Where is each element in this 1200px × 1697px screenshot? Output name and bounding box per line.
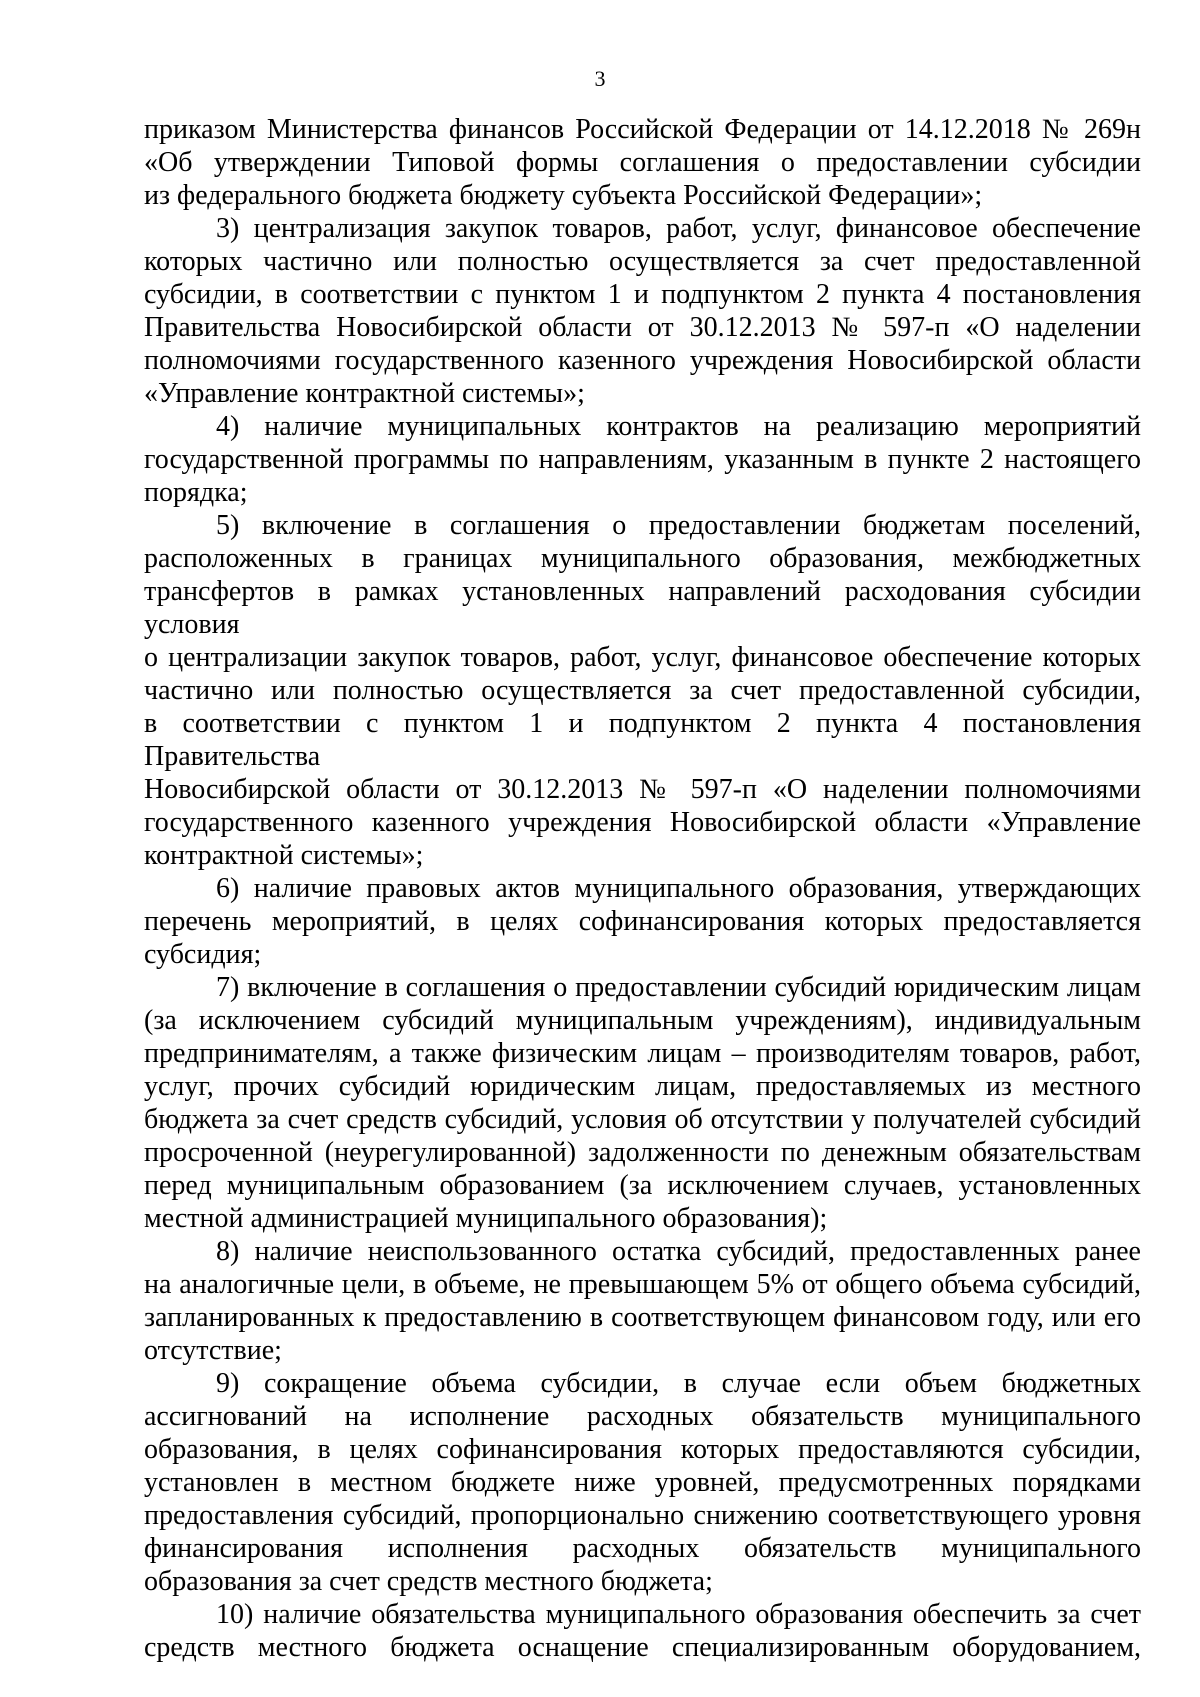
document-line: 3) централизация закупок товаров, работ, услуг, финансовое обеспечение bbox=[216, 213, 1141, 244]
document-line: ассигнований на исполнение расходных обязательств муниципального bbox=[144, 1401, 1141, 1432]
document-line: на аналогичные цели, в объеме, не превышающем 5% от общего объема субсидий, bbox=[144, 1269, 1141, 1300]
document-line: средств местного бюджета оснащение специализированным оборудованием, bbox=[144, 1632, 1141, 1663]
document-line: в соответствии с пунктом 1 и подпунктом 2 пункта 4 постановления Правительства bbox=[144, 708, 1141, 772]
document-line: образования, в целях софинансирования которых предоставляются субсидии, bbox=[144, 1434, 1141, 1465]
document-line: 6) наличие правовых актов муниципального образования, утверждающих bbox=[216, 873, 1141, 904]
document-line: о централизации закупок товаров, работ, услуг, финансовое обеспечение которых bbox=[144, 642, 1141, 673]
document-line: 5) включение в соглашения о предоставлении бюджетам поселений, bbox=[216, 510, 1141, 541]
document-line: из федерального бюджета бюджету субъекта Российской Федерации»; bbox=[144, 180, 983, 211]
document-body bbox=[144, 113, 1141, 1664]
document-line: «Управление контрактной системы»; bbox=[144, 378, 585, 409]
document-line: перед муниципальным образованием (за исключением случаев, установленных bbox=[144, 1170, 1141, 1201]
document-line: 9) сокращение объема субсидии, в случае если объем бюджетных bbox=[216, 1368, 1141, 1399]
document-line: полномочиями государственного казенного учреждения Новосибирской области bbox=[144, 345, 1141, 376]
document-line: порядка; bbox=[144, 477, 248, 508]
document-line: 10) наличие обязательства муниципального образования обеспечить за счет bbox=[216, 1599, 1141, 1630]
document-line: субсидия; bbox=[144, 939, 262, 970]
document-line: которых частично или полностью осуществляется за счет предоставленной bbox=[144, 246, 1141, 277]
document-line: Правительства Новосибирской области от 30.12.2013 № 597-п «О наделении bbox=[144, 312, 1141, 343]
document-line: образования за счет средств местного бюджета; bbox=[144, 1566, 713, 1597]
document-line: предоставления субсидий, пропорционально снижению соответствующего уровня bbox=[144, 1500, 1141, 1531]
document-line: частично или полностью осуществляется за счет предоставленной субсидии, bbox=[144, 675, 1141, 706]
document-line: 8) наличие неиспользованного остатка субсидий, предоставленных ранее bbox=[216, 1236, 1141, 1267]
page-number: 3 bbox=[594, 66, 606, 91]
document-line: государственного казенного учреждения Новосибирской области «Управление bbox=[144, 807, 1141, 838]
document-line: Новосибирской области от 30.12.2013 № 597-п «О наделении полномочиями bbox=[144, 774, 1141, 805]
document-line: (за исключением субсидий муниципальным учреждениям), индивидуальным bbox=[144, 1005, 1141, 1036]
document-line: установлен в местном бюджете ниже уровней, предусмотренных порядками bbox=[144, 1467, 1141, 1498]
document-line: расположенных в границах муниципального образования, межбюджетных bbox=[144, 543, 1141, 574]
document-line: приказом Министерства финансов Российской Федерации от 14.12.2018 № 269н bbox=[144, 114, 1141, 145]
document-line: предпринимателям, а также физическим лицам – производителям товаров, работ, bbox=[144, 1038, 1141, 1069]
document-line: государственной программы по направлениям, указанным в пункте 2 настоящего bbox=[144, 444, 1141, 475]
document-line: бюджета за счет средств субсидий, условия об отсутствии у получателей субсидий bbox=[144, 1104, 1141, 1135]
document-line: финансирования исполнения расходных обязательств муниципального bbox=[144, 1533, 1141, 1564]
document-line: трансфертов в рамках установленных направлений расходования субсидии условия bbox=[144, 576, 1141, 640]
document-line: услуг, прочих субсидий юридическим лицам, предоставляемых из местного bbox=[144, 1071, 1141, 1102]
document-line: «Об утверждении Типовой формы соглашения о предоставлении субсидии bbox=[144, 147, 1141, 178]
document-line: запланированных к предоставлению в соответствующем финансовом году, или его bbox=[144, 1302, 1141, 1333]
document-line: перечень мероприятий, в целях софинансирования которых предоставляется bbox=[144, 906, 1141, 937]
document-line: отсутствие; bbox=[144, 1335, 282, 1366]
document-line: контрактной системы»; bbox=[144, 840, 424, 871]
document-line: просроченной (неурегулированной) задолженности по денежным обязательствам bbox=[144, 1137, 1141, 1168]
document-line: субсидии, в соответствии с пунктом 1 и подпунктом 2 пункта 4 постановления bbox=[144, 279, 1141, 310]
document-line: местной администрацией муниципального образования); bbox=[144, 1203, 828, 1234]
document-line: 4) наличие муниципальных контрактов на реализацию мероприятий bbox=[216, 411, 1141, 442]
document-line: 7) включение в соглашения о предоставлении субсидий юридическим лицам bbox=[216, 972, 1141, 1003]
